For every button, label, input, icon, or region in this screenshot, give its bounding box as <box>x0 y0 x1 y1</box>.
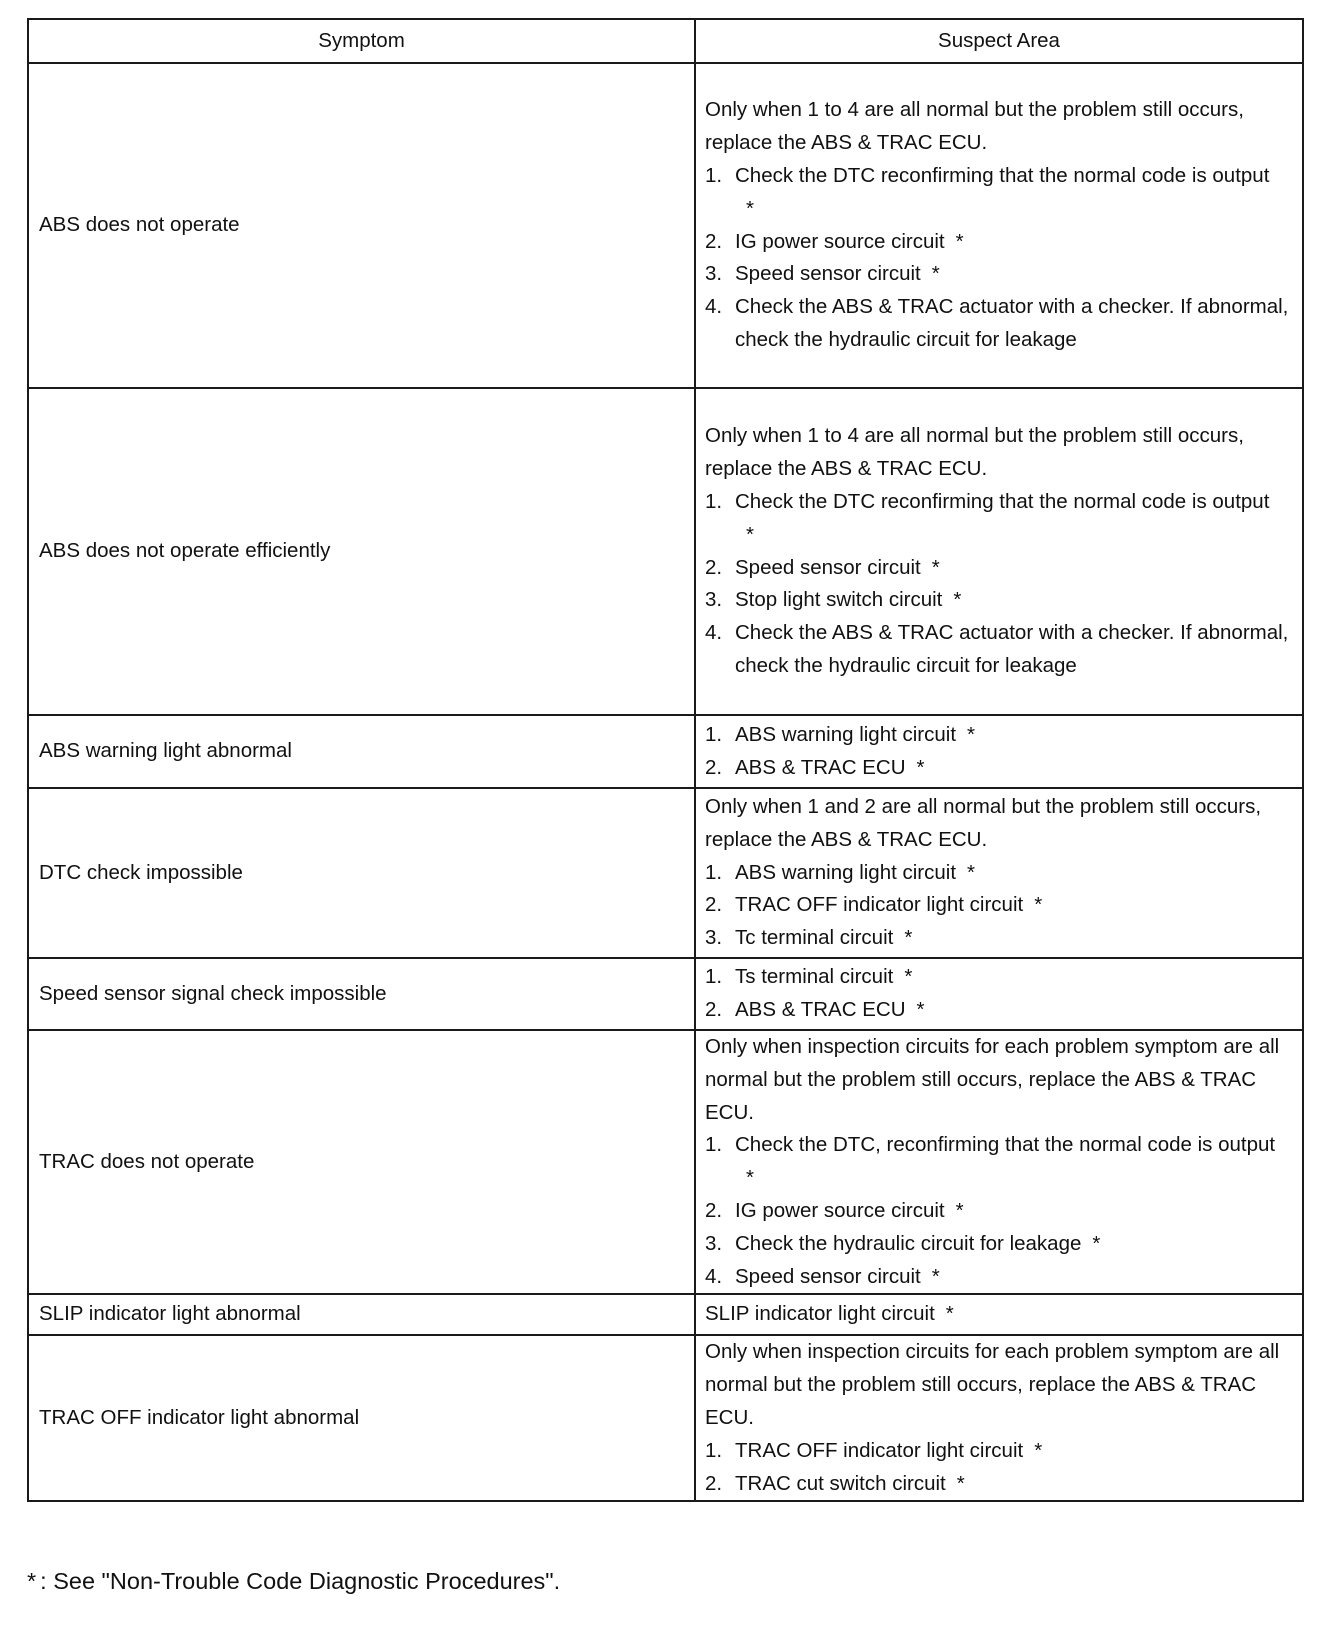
asterisk-mark: * <box>955 1198 964 1222</box>
footnote-asterisk: * <box>27 1568 37 1594</box>
list-item-text: Check the DTC reconfirming that the normal code is output <box>735 489 1270 513</box>
list-item <box>705 752 1293 785</box>
list-item-text: Tc terminal circuit <box>735 926 894 950</box>
asterisk-mark: * <box>931 555 940 579</box>
list-item <box>705 1435 1293 1468</box>
suspect-area-list <box>705 1435 1293 1501</box>
list-item <box>705 1261 1293 1294</box>
table-row <box>28 1294 1303 1335</box>
suspect-area-list <box>705 486 1293 683</box>
suspect-area-cell <box>695 958 1303 1030</box>
list-item-text: ABS warning light circuit <box>735 722 957 746</box>
list-item-number: 3. <box>705 262 723 286</box>
list-item-number: 3. <box>705 926 723 950</box>
suspect-area-note <box>705 420 1293 486</box>
asterisk-mark: * <box>953 588 962 612</box>
table-row <box>28 1030 1303 1294</box>
header-suspect-area: Suspect Area <box>695 19 1303 63</box>
list-item <box>705 258 1293 291</box>
asterisk-mark: * <box>746 522 754 546</box>
asterisk-mark: * <box>746 1166 754 1190</box>
list-item-text: ABS & TRAC ECU <box>735 755 906 779</box>
asterisk-mark: * <box>1092 1231 1101 1255</box>
suspect-area-cell <box>695 1030 1303 1294</box>
footnote-text: : See "Non-Trouble Code Diagnostic Procedures". <box>40 1568 561 1594</box>
suspect-area-note <box>705 1031 1293 1129</box>
table-header-row <box>28 19 1303 63</box>
suspect-area-note <box>705 791 1293 857</box>
suspect-area-note <box>705 1298 1293 1331</box>
diagnosis-table <box>27 18 1304 1502</box>
list-item-text: Stop light switch circuit <box>735 588 943 612</box>
list-item-number: 2. <box>705 1471 723 1495</box>
header-symptom: Symptom <box>28 19 695 63</box>
suspect-area-cell <box>695 63 1303 388</box>
list-item <box>705 719 1293 752</box>
list-item-number: 2. <box>705 555 723 579</box>
list-item <box>705 1468 1293 1501</box>
symptom-cell: ABS does not operate <box>28 63 695 388</box>
table-row <box>28 715 1303 788</box>
list-item-number: 3. <box>705 588 723 612</box>
list-item-number: 1. <box>705 163 723 187</box>
list-item <box>705 857 1293 890</box>
list-item <box>705 961 1293 994</box>
asterisk-mark: * <box>1034 1438 1043 1462</box>
list-item <box>705 1228 1293 1261</box>
list-item <box>705 552 1293 585</box>
suspect-area-note-text: Only when inspection circuits for each problem symptom are all normal but the problem still occurs, replace the ABS & TRAC ECU. <box>705 1340 1280 1429</box>
list-item <box>705 226 1293 259</box>
list-item-text: ABS warning light circuit <box>735 860 957 884</box>
list-item <box>705 889 1293 922</box>
suspect-area-note <box>705 94 1293 160</box>
list-item <box>705 994 1293 1027</box>
list-item-text: IG power source circuit <box>735 1198 945 1222</box>
list-item-number: 1. <box>705 1133 723 1157</box>
symptom-cell: ABS does not operate efficiently <box>28 388 695 715</box>
list-item <box>705 1129 1293 1195</box>
suspect-area-note <box>705 1336 1293 1434</box>
suspect-area-note-text: Only when inspection circuits for each problem symptom are all normal but the problem still occurs, replace the ABS & TRAC ECU. <box>705 1035 1280 1124</box>
list-item-text: ABS & TRAC ECU <box>735 998 906 1021</box>
asterisk-mark: * <box>904 926 913 950</box>
table-body <box>28 63 1303 1501</box>
list-item-number: 1. <box>705 1438 723 1462</box>
asterisk-mark: * <box>945 1302 954 1326</box>
suspect-area-cell <box>695 715 1303 788</box>
list-item-number: 4. <box>705 1264 723 1288</box>
asterisk-mark: * <box>746 196 754 220</box>
list-item <box>705 1195 1293 1228</box>
suspect-area-cell <box>695 388 1303 715</box>
asterisk-mark: * <box>956 1471 965 1495</box>
list-item-number: 1. <box>705 489 723 513</box>
symptom-cell: Speed sensor signal check impossible <box>28 958 695 1030</box>
list-item <box>705 486 1293 552</box>
list-item <box>705 922 1293 955</box>
suspect-area-list <box>705 719 1293 785</box>
suspect-area-list <box>705 961 1293 1027</box>
list-item-number: 1. <box>705 722 723 746</box>
suspect-area-note-text: Only when 1 and 2 are all normal but the problem still occurs, replace the ABS & TRAC ECU. <box>705 795 1262 851</box>
asterisk-mark: * <box>955 229 964 253</box>
symptom-cell: SLIP indicator light abnormal <box>28 1294 695 1335</box>
table-row <box>28 1335 1303 1501</box>
table-row <box>28 388 1303 715</box>
list-item-text: Speed sensor circuit <box>735 555 921 579</box>
list-item-number: 2. <box>705 1198 723 1222</box>
list-item-number: 3. <box>705 1231 723 1255</box>
list-item-text: Check the DTC, reconfirming that the normal code is output <box>735 1133 1276 1157</box>
symptom-cell: DTC check impossible <box>28 788 695 958</box>
suspect-area-cell <box>695 1294 1303 1335</box>
table-row <box>28 63 1303 388</box>
symptom-cell: TRAC OFF indicator light abnormal <box>28 1335 695 1501</box>
footnote <box>27 1566 560 1596</box>
suspect-area-cell <box>695 1335 1303 1501</box>
list-item-text: Check the ABS & TRAC actuator with a checker. If abnormal, check the hydraulic circuit for leakage <box>735 295 1289 351</box>
suspect-area-note-text: Only when 1 to 4 are all normal but the problem still occurs, replace the ABS & TRAC ECU. <box>705 98 1244 155</box>
asterisk-mark: * <box>904 965 913 989</box>
asterisk-mark: * <box>967 722 976 746</box>
symptom-cell: TRAC does not operate <box>28 1030 695 1294</box>
list-item-text: Check the ABS & TRAC actuator with a checker. If abnormal, check the hydraulic circuit for leakage <box>735 621 1289 677</box>
list-item <box>705 291 1293 357</box>
list-item-text: Check the hydraulic circuit for leakage <box>735 1231 1082 1255</box>
asterisk-mark: * <box>931 262 940 286</box>
list-item-text: Check the DTC reconfirming that the normal code is output <box>735 163 1270 187</box>
list-item-number: 1. <box>705 860 723 884</box>
list-item <box>705 617 1293 683</box>
asterisk-mark: * <box>916 998 925 1021</box>
list-item-text: Ts terminal circuit <box>735 965 894 989</box>
list-item <box>705 584 1293 617</box>
asterisk-mark: * <box>931 1264 940 1288</box>
list-item-text: Speed sensor circuit <box>735 1264 921 1288</box>
suspect-area-cell <box>695 788 1303 958</box>
list-item-number: 4. <box>705 621 723 645</box>
list-item-number: 2. <box>705 229 723 253</box>
suspect-area-list <box>705 857 1293 955</box>
list-item-number: 2. <box>705 893 723 917</box>
list-item-text: TRAC cut switch circuit <box>735 1471 946 1495</box>
asterisk-mark: * <box>916 755 925 779</box>
table-row <box>28 788 1303 958</box>
suspect-area-note-text: Only when 1 to 4 are all normal but the problem still occurs, replace the ABS & TRAC ECU. <box>705 424 1244 481</box>
list-item-text: TRAC OFF indicator light circuit <box>735 893 1024 917</box>
symptom-cell: ABS warning light abnormal <box>28 715 695 788</box>
list-item-text: Speed sensor circuit <box>735 262 921 286</box>
list-item-number: 2. <box>705 998 723 1021</box>
suspect-area-note-text: SLIP indicator light circuit <box>705 1302 935 1326</box>
list-item-text: TRAC OFF indicator light circuit <box>735 1438 1024 1462</box>
table-row <box>28 958 1303 1030</box>
asterisk-mark: * <box>1034 893 1043 917</box>
list-item-number: 1. <box>705 965 723 989</box>
list-item-text: IG power source circuit <box>735 229 945 253</box>
asterisk-mark: * <box>967 860 976 884</box>
suspect-area-list <box>705 160 1293 357</box>
list-item-number: 2. <box>705 755 723 779</box>
list-item-number: 4. <box>705 295 723 319</box>
list-item <box>705 160 1293 226</box>
suspect-area-list <box>705 1129 1293 1293</box>
